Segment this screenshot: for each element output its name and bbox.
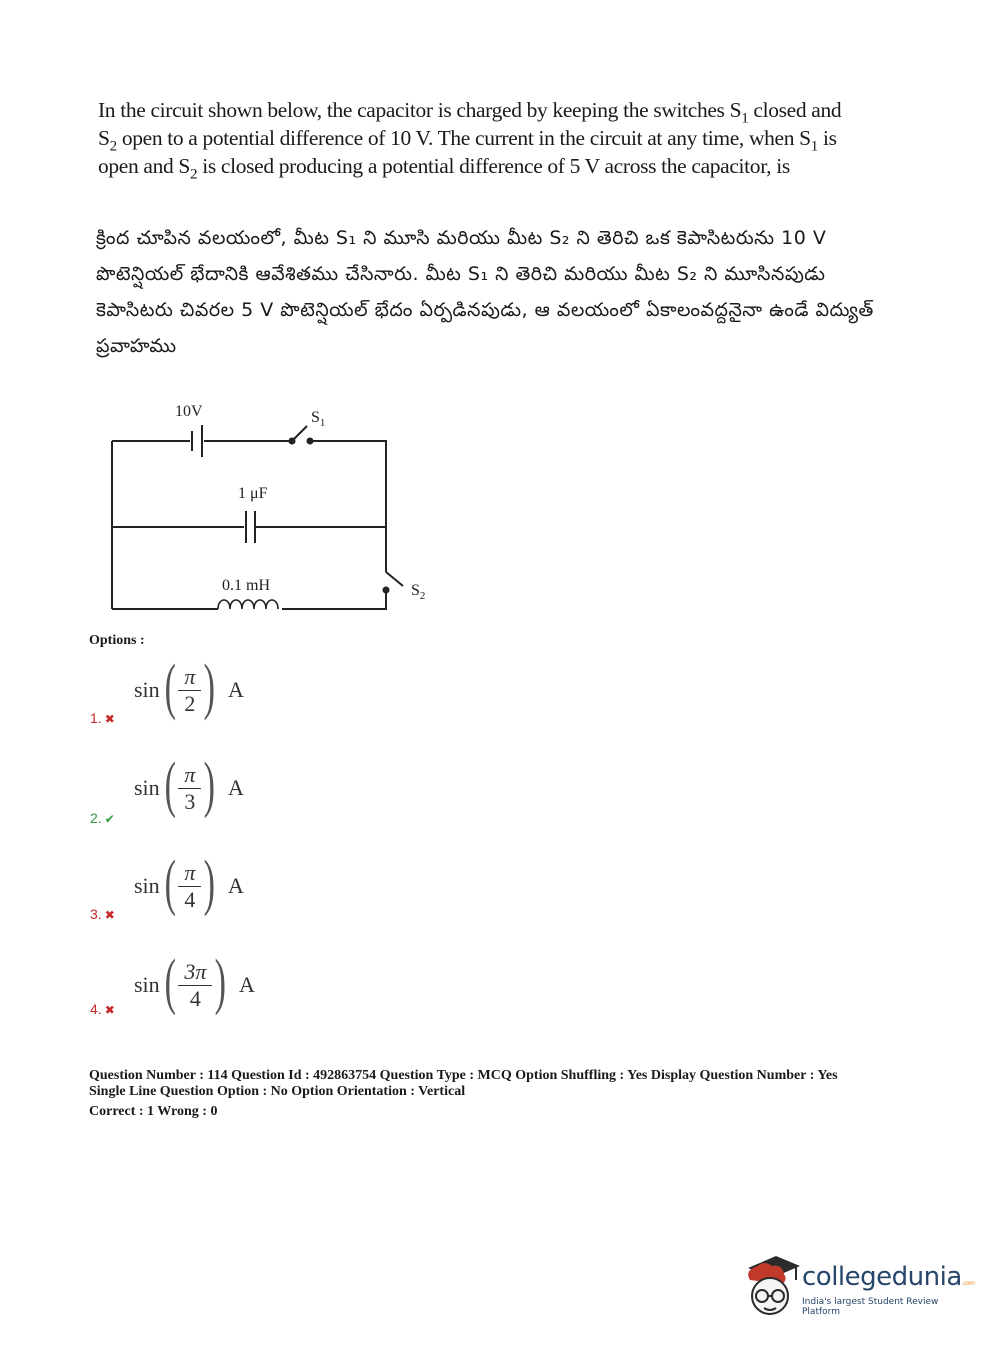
cross-icon: ✖ <box>104 1003 115 1017</box>
option-formula: sin ( $\frac{\pi}{2}$ ) A <box>134 653 244 721</box>
option-number: 4. ✖ <box>90 1001 115 1017</box>
option-4[interactable] <box>90 950 390 1030</box>
option-formula: sin ( $\frac{3\pi}{4}$ ) A <box>134 948 255 1016</box>
option-number: 3. ✖ <box>90 906 115 922</box>
logo-wordmark: collegedunia.com <box>802 1262 975 1292</box>
question-english: In the circuit shown below, the capacitor is charged by keeping the switches $S_1$ closed and $S_2$ open to a potential difference of 10 V. The current in the circuit at any time, when $S_1$ is open and $S_2$ is closed producing a potential difference of 5 V across the capacitor, is <box>98 98 842 183</box>
option-1[interactable] <box>90 655 390 735</box>
question-metadata <box>89 1068 919 1120</box>
inductor-symbol <box>218 600 282 609</box>
option-3[interactable] <box>90 851 390 931</box>
option-formula: sin ( $\frac{\pi}{4}$ ) A <box>134 849 244 917</box>
question-telugu: క్రింద చూపిన వలయంలో, మీట S₁ ని మూసి మరియు మీట S₂ ని తెరిచి ఒక కెపాసిటరును 10 V పొటెన్షియల్ భేదానికి ఆవేశితము చేసినారు. మీట S₁ ని తెరిచి మరియు మీట S₂ ని మూసినపుడు కెపాసిటరు చివరల 5 V పొటెన్షియల్ భేదం ఏర్పడినపుడు, ఆ వలయంలో ఏకాలంవద్దనైనా ఉండే విద్యుత్ ప్రవాహము <box>96 227 874 357</box>
option-formula: sin ( $\frac{\pi}{3}$ ) A <box>134 751 244 819</box>
check-icon: ✔ <box>104 812 115 826</box>
circuit-diagram <box>100 395 445 617</box>
bottom-wire-right <box>282 590 386 609</box>
options-label: Options : <box>89 633 145 648</box>
collegedunia-logo[interactable] <box>742 1250 975 1320</box>
meta-line-3: Correct : 1 Wrong : 0 <box>89 1104 218 1119</box>
top-wire-right <box>310 441 386 527</box>
logo-tagline: India's largest Student Review Platform <box>802 1297 939 1317</box>
meta-line-2: Single Line Question Option : No Option Orientation : Vertical <box>89 1084 466 1099</box>
mascot-icon <box>742 1250 802 1320</box>
meta-line-1: Question Number : 114 Question Id : 492863754 Question Type : MCQ Option Shuffling : Yes Display Question Number : Yes <box>89 1068 838 1083</box>
capacitor-label: 1 μF <box>238 485 268 502</box>
cross-icon: ✖ <box>104 908 115 922</box>
capacitor-symbol <box>246 511 255 543</box>
cross-icon: ✖ <box>104 712 115 726</box>
switch-s1 <box>290 426 313 444</box>
switch2-label: $S_2$ <box>411 582 426 602</box>
switch1-label: $S_1$ <box>311 409 326 429</box>
inductor-label: 0.1 mH <box>222 577 270 594</box>
option-number: 1. ✖ <box>90 710 115 726</box>
switch-s2 <box>384 572 404 593</box>
option-number: 2. ✔ <box>90 810 115 826</box>
battery-label: 10V <box>175 403 203 420</box>
battery-symbol <box>192 425 202 457</box>
option-2[interactable] <box>90 753 390 833</box>
